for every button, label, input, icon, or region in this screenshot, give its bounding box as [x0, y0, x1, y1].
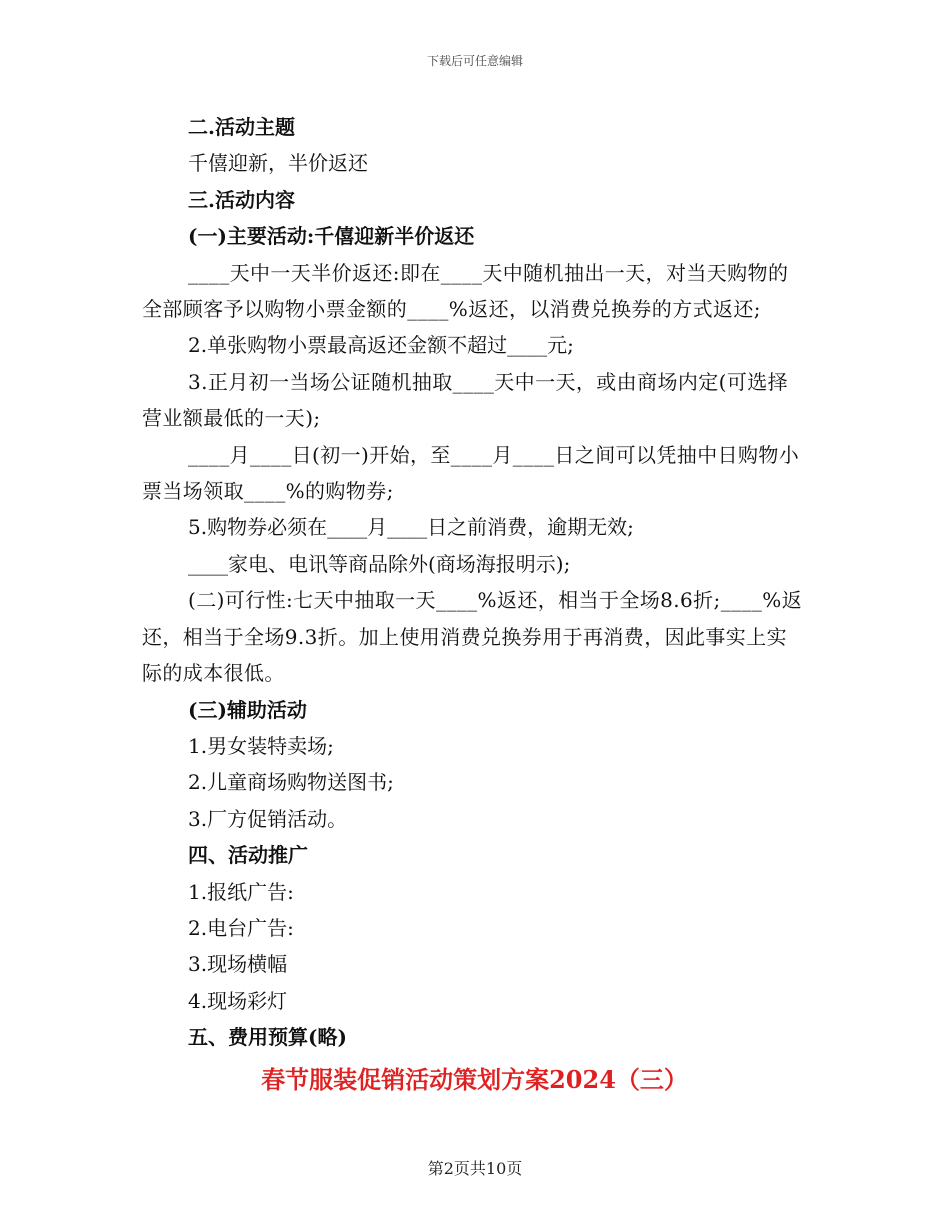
list-item-promo-3: 3.现场横幅 — [188, 952, 288, 977]
list-item-exclusions: ____家电、电讯等商品除外(商场海报明示); — [188, 551, 571, 576]
document-body — [142, 109, 807, 1126]
list-item-aux-3: 3.厂方促销活动。 — [188, 806, 348, 831]
theme-text: 千僖迎新，半价返还 — [188, 151, 368, 176]
paragraph-voucher-period: ____月____日(初一)开始，至____月____日之间可以凭抽中日购物小票当场领取____%的购物券; — [142, 442, 800, 504]
section-heading-theme: 二.活动主题 — [188, 115, 295, 139]
section-heading-content: 三.活动内容 — [188, 187, 295, 212]
list-item-aux-2: 2.儿童商场购物送图书; — [188, 770, 394, 795]
next-document-title: 春节服装促销活动策划方案2024（三） — [261, 1064, 688, 1094]
list-item-voucher-expiry: 5.购物券必须在____月____日之前消费，逾期无效; — [188, 515, 634, 540]
list-item-aux-1: 1.男女装特卖场; — [188, 733, 334, 758]
list-item-promo-2: 2.电台广告: — [188, 915, 294, 940]
page-footer: 第2页共10页 — [427, 1159, 523, 1178]
list-item-promo-4: 4.现场彩灯 — [188, 988, 288, 1013]
list-item-random-draw: 3.正月初一当场公证随机抽取____天中一天，或由商场内定(可选择营业额最低的一天); — [142, 369, 789, 431]
list-item-promo-1: 1.报纸广告: — [188, 879, 294, 904]
subheading-aux-activity: (三)辅助活动 — [188, 697, 307, 722]
paragraph-feasibility: (二)可行性:七天中抽取一天____%返还，相当于全场8.6折;____%返还，相当于全场9.3折。加上使用消费兑换券用于再消费，因此事实上实际的成本很低。 — [142, 588, 803, 686]
subheading-main-activity: (一)主要活动:千僖迎新半价返还 — [188, 224, 475, 249]
section-heading-promotion: 四、活动推广 — [188, 843, 308, 868]
page-header: 下载后可任意编辑 — [426, 54, 523, 68]
paragraph-half-price-return: ____天中一天半价返还:即在____天中随机抽出一天，对当天购物的全部顾客予以购物小票金额的____%返还，以消费兑换券的方式返还; — [142, 260, 789, 322]
section-heading-budget: 五、费用预算(略) — [188, 1025, 347, 1050]
list-item-max-return: 2.单张购物小票最高返还金额不超过____元; — [188, 333, 574, 358]
